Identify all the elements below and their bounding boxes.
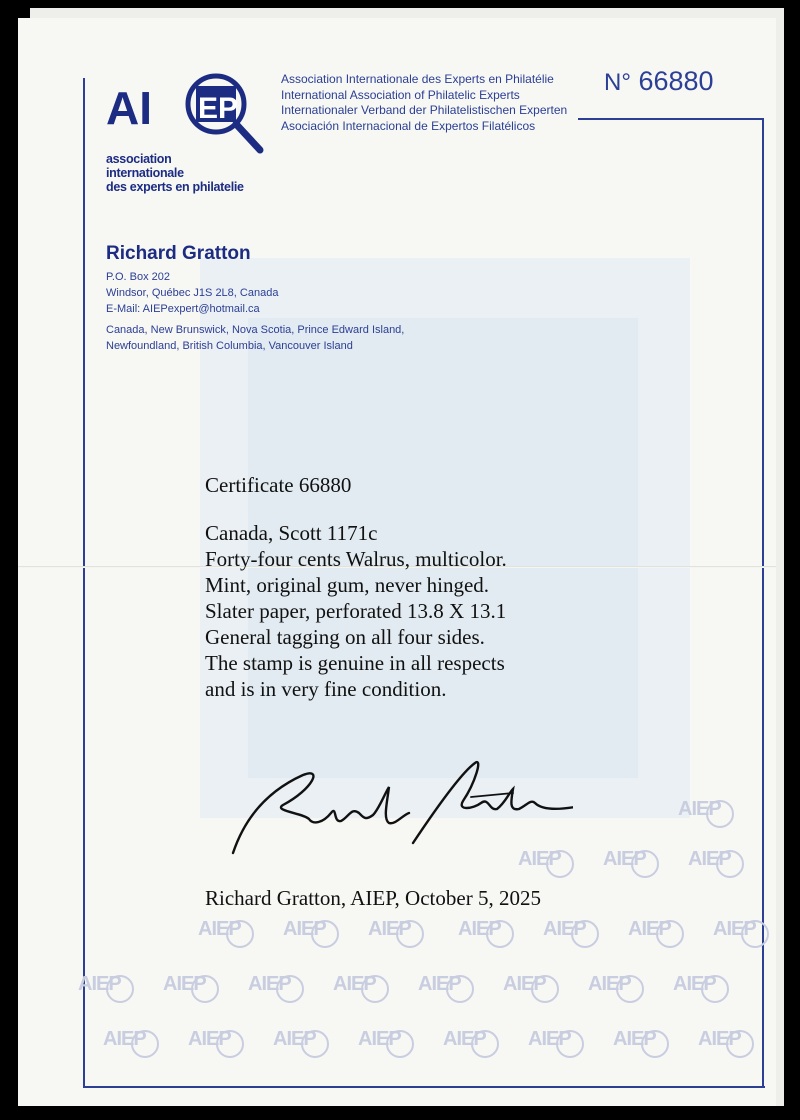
certificate-number-label: N° (604, 69, 631, 96)
certificate-body (205, 520, 507, 702)
watermark-seal: AIEP (628, 918, 698, 956)
watermark-seal: AIEP (418, 973, 488, 1011)
signature-icon (213, 753, 573, 863)
watermark-seal: AIEP (698, 1028, 768, 1066)
watermark-seal: AIEP (458, 918, 528, 956)
logo-line: association (106, 152, 172, 166)
certificate-number-value: 66880 (638, 66, 714, 96)
signature-caption: Richard Gratton, AIEP, October 5, 2025 (205, 886, 541, 910)
watermark-seal: AIEP (673, 973, 743, 1011)
logo-tagline (106, 152, 276, 194)
certificate-paper (18, 18, 776, 1106)
watermark-seal: AIEP (368, 918, 438, 956)
association-name-es: Asociación Internacional de Expertos Filatélicos (281, 118, 536, 133)
svg-text:EP: EP (198, 92, 239, 125)
certificate-line: General tagging on all four sides. (205, 625, 485, 649)
border-frame-top (578, 118, 764, 120)
watermark-seal: AIEP (713, 918, 776, 956)
watermark-seal: AIEP (78, 973, 148, 1011)
watermark-seal: AIEP (163, 973, 233, 1011)
region-line: Canada, New Brunswick, Nova Scotia, Prince Edward Island, (106, 324, 405, 336)
expert-address (106, 243, 278, 317)
expert-po-box: P.O. Box 202 (106, 271, 171, 283)
watermark-seal: AIEP (333, 973, 403, 1011)
expertise-regions (106, 322, 404, 354)
watermark-seal: AIEP (688, 848, 758, 886)
watermark-seal: AIEP (248, 973, 318, 1011)
certificate-line: The stamp is genuine in all respects (205, 651, 505, 675)
logo-line: internationale (106, 166, 184, 180)
expert-email: E-Mail: AIEPexpert@hotmail.ca (106, 303, 260, 315)
watermark-seal: AIEP (358, 1028, 428, 1066)
expert-city: Windsor, Québec J1S 2L8, Canada (106, 287, 279, 299)
aiep-logo (98, 66, 278, 194)
watermark-seal: AIEP (443, 1028, 513, 1066)
certificate-line: Slater paper, perforated 13.8 X 13.1 (205, 599, 507, 623)
certificate-text (205, 473, 507, 702)
certificate-line: Forty-four cents Walrus, multicolor. (205, 547, 507, 571)
association-name-fr: Association Internationale des Experts en Philatélie (281, 72, 554, 86)
certificate-line: Mint, original gum, never hinged. (205, 573, 490, 597)
association-name-de: Internationaler Verband der Philatelistischen Experten (281, 103, 568, 117)
watermark-seal: AIEP (188, 1028, 258, 1066)
certificate-number (604, 66, 714, 97)
watermark-seal: AIEP (518, 848, 588, 886)
expert-name: Richard Gratton (106, 243, 251, 264)
region-line: Newfoundland, British Columbia, Vancouver Island (106, 340, 353, 352)
watermark-seal: AIEP (678, 798, 748, 836)
watermark-seal: AIEP (103, 1028, 173, 1066)
certificate-title: Certificate 66880 (205, 473, 352, 497)
watermark-seal: AIEP (588, 973, 658, 1011)
certificate-line: and is in very fine condition. (205, 677, 447, 701)
logo-line: des experts en philatelie (106, 180, 244, 194)
aiep-logo-icon (98, 66, 278, 156)
association-names (281, 72, 567, 134)
svg-text:AI: AI (106, 82, 152, 134)
watermark-seal: AIEP (283, 918, 353, 956)
watermark-seal: AIEP (543, 918, 613, 956)
watermark-seal: AIEP (273, 1028, 343, 1066)
watermark-seal: AIEP (528, 1028, 598, 1066)
certificate-line: Canada, Scott 1171c (205, 521, 378, 545)
watermark-seal: AIEP (603, 848, 673, 886)
association-name-en: International Association of Philatelic Experts (281, 87, 520, 102)
watermark-seal: AIEP (198, 918, 268, 956)
watermark-seal: AIEP (503, 973, 573, 1011)
watermark-seal: AIEP (613, 1028, 683, 1066)
